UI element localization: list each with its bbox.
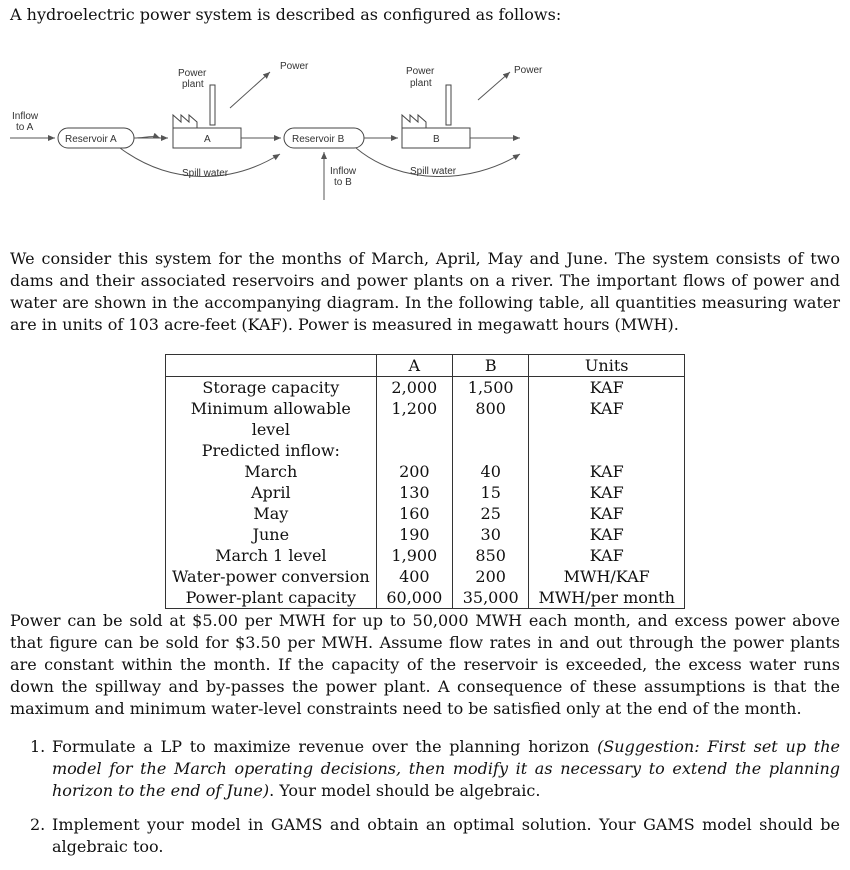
table-cell: March 1 level <box>166 545 377 566</box>
table-cell: 30 <box>453 524 529 545</box>
question-text: Implement your model in GAMS and obtain an optimal solution. Your GAMS model should be algebraic too. <box>52 815 840 856</box>
table-row <box>166 503 685 524</box>
table-cell: 1,900 <box>376 545 452 566</box>
plant-a-icon <box>173 115 197 128</box>
table-cell: B <box>453 355 529 377</box>
table-cell: A <box>376 355 452 377</box>
table-cell: 200 <box>376 461 452 482</box>
spill-b-label: Spill water <box>410 166 457 177</box>
inflow-b-label: Inflow <box>330 166 357 177</box>
table-cell: 40 <box>453 461 529 482</box>
table-cell: KAF <box>589 504 624 523</box>
table-cell: KAF <box>589 483 624 502</box>
table-cell: March <box>166 461 377 482</box>
table-row <box>166 566 685 587</box>
table-cell: Storage capacity <box>166 377 377 399</box>
table-cell: April <box>166 482 377 503</box>
power-b-arrow <box>478 72 510 100</box>
power-a-label: Power <box>280 61 309 72</box>
table-cell: 130 <box>376 482 452 503</box>
data-table <box>165 354 685 609</box>
inflow-a-label-2: to A <box>16 122 34 133</box>
table-row <box>166 377 685 399</box>
table-cell: KAF <box>589 546 624 565</box>
question-text-end: . Your model should be algebraic. <box>269 781 541 800</box>
question-number: 2. <box>30 815 46 834</box>
table-cell: 850 <box>453 545 529 566</box>
reservoir-b-label: Reservoir B <box>292 134 345 145</box>
question-list <box>20 736 840 870</box>
table-row <box>166 524 685 545</box>
table-cell: 15 <box>453 482 529 503</box>
assumptions-paragraph: Power can be sold at $5.00 per MWH for up to 50,000 MWH each month, and excess power above that figure can be sold for $3.50 per MWH. Assume flow rates in and out through the power plants are constant within the month. If the capacity of the reservoir is exceeded, the excess water runs down the spillway and by-passes the power plant. A consequence of these assumptions is that the maximum and minimum water-level constraints need to be satisfied only at the end of the month. <box>10 611 840 718</box>
table-cell: Water-power conversion <box>166 566 377 587</box>
table-cell: 190 <box>376 524 452 545</box>
table-cell: Power-plant capacity <box>166 587 377 609</box>
description-paragraph: We consider this system for the months of March, April, May and June. The system consists of two dams and their associated reservoirs and power plants on a river. The important flows of power and water are shown in the accompanying diagram. In the following table, all quantities measuring water are in units of 103 acre-feet (KAF). Power is measured in megawatt hours (MWH). <box>10 249 840 334</box>
table-cell: June <box>166 524 377 545</box>
table-cell: 400 <box>376 566 452 587</box>
inflow-b-label-2: to B <box>334 177 352 188</box>
table-cell <box>529 440 685 461</box>
table-cell <box>376 440 452 461</box>
plant-a-label-2: plant <box>182 79 204 90</box>
plant-b-icon <box>402 115 426 128</box>
table-row <box>166 482 685 503</box>
table-cell: 25 <box>453 503 529 524</box>
table-cell <box>453 440 529 461</box>
table-cell: KAF <box>589 525 624 544</box>
table-cell: 35,000 <box>453 587 529 609</box>
table-row <box>166 398 685 440</box>
table-cell: Minimum allowable level <box>166 398 377 440</box>
power-b-label: Power <box>514 65 543 76</box>
table-cell: KAF <box>589 462 624 481</box>
table-cell: 60,000 <box>376 587 452 609</box>
power-a-arrow <box>230 72 270 108</box>
question-number: 1. <box>30 737 46 756</box>
table-cell: KAF <box>589 399 624 418</box>
table-row <box>166 461 685 482</box>
question-2 <box>20 814 840 858</box>
question-text: Formulate a LP to maximize revenue over the planning horizon <box>52 737 598 756</box>
question-suggestion: (Suggestion: First set up the model for the March operating decisions, then modify it as necessary to extend the planning horizon to the end of June) <box>52 737 840 800</box>
table-cell: MWH/per month <box>538 588 675 607</box>
table-row <box>166 587 685 609</box>
table-row <box>166 440 685 461</box>
table-cell: 800 <box>453 398 529 440</box>
table-cell: Units <box>529 355 685 377</box>
question-1 <box>20 736 840 802</box>
table-cell: 1,200 <box>376 398 452 440</box>
plant-a-label: Power <box>178 68 207 79</box>
plant-b-chimney <box>446 85 451 125</box>
table-cell: 2,000 <box>376 377 452 399</box>
table-cell: 1,500 <box>453 377 529 399</box>
table-cell: KAF <box>589 378 624 397</box>
table-cell: MWH/KAF <box>563 567 650 586</box>
plant-b-label-2: plant <box>410 78 432 89</box>
plant-a-chimney <box>210 85 215 125</box>
table-row <box>166 545 685 566</box>
table-cell: 160 <box>376 503 452 524</box>
hydro-system-diagram <box>0 50 560 210</box>
table-cell: Predicted inflow: <box>166 440 377 461</box>
intro-sentence: A hydroelectric power system is described as configured as follows: <box>10 5 562 24</box>
table-cell: 200 <box>453 566 529 587</box>
reservoir-a-label: Reservoir A <box>65 134 117 145</box>
spill-a-label: Spill water <box>182 168 229 179</box>
plant-b-label: Power <box>406 66 435 77</box>
table-header-row <box>166 355 685 377</box>
inflow-a-label: Inflow <box>12 111 39 122</box>
table-cell <box>166 355 377 377</box>
plant-b-letter: B <box>433 134 440 145</box>
plant-a-letter: A <box>204 134 211 145</box>
table-cell: May <box>166 503 377 524</box>
